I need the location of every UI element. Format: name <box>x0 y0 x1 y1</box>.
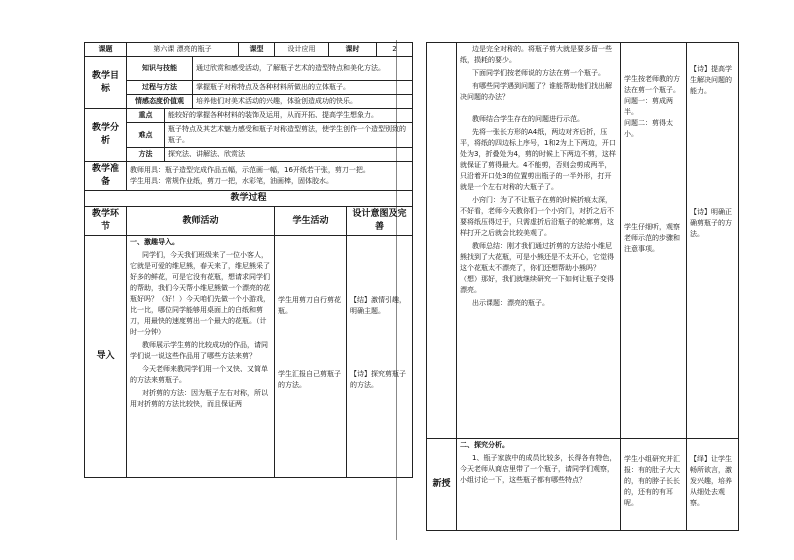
intro-paragraph: 同学们，今天我们班级来了一位小客人，它就是可爱的维尼熊，春天来了，维尼熊采了好多的鲜花，可是它没有花瓶，想请求同学们的帮助，我们今天帮小维尼熊做一个漂亮的花瓶好吗？（好！）今天咱们先做一个小游戏，比一比，哪位同学能够用桌面上的白纸和剪刀，用最快的速度剪出一个最大的花瓶。（计时一分钟） <box>130 251 270 336</box>
design-intent: 【诗】提高学生解决问题的能力。 <box>690 65 732 95</box>
design-intent: 【诗】明确正确剪瓶子的方法。 <box>690 208 732 238</box>
goal-key: 情感态度价值观 <box>127 95 193 109</box>
goal-key: 过程与方法 <box>127 81 193 95</box>
right-lesson-table <box>426 42 739 531</box>
intro-paragraph: 教师展示学生剪的比较成功的作品，请同学们说一说这些作品用了哪些方法来剪？ <box>130 341 268 360</box>
intro-paragraph: 今天老师来教同学们用一个又快、又简单的方法来剪瓶子。 <box>130 365 268 384</box>
analysis-key: 难点 <box>127 123 165 148</box>
col-student: 学生活动 <box>275 207 347 236</box>
student-activity: 学生按老师教的方法在剪一个瓶子。 <box>624 75 680 94</box>
teacher-paragraph: 下面同学们按老师说的方法在剪一个瓶子。 <box>472 69 605 77</box>
student-activity: 学生小组研究并汇报：有的肚子大大的，有的脖子长长的，还有的有耳呢。 <box>624 455 680 507</box>
goal-value: 掌握瓶子对称特点及各种材料所做出的立体瓶子。 <box>193 81 413 95</box>
prep-teacher: 教师用具：瓶子造型完成作品五幅，示范画一幅，16开纸若干张，剪刀一把。 <box>130 166 370 174</box>
analysis-key: 方法 <box>127 148 165 162</box>
prep-student: 学生用具：常规作业纸，剪刀一把，水彩笔，油画棒，固体胶水。 <box>130 177 333 185</box>
teacher-paragraph: 教师结合学生存在的问题进行示范。 <box>472 115 584 123</box>
student-activity: 学生汇报自己剪瓶子的方法。 <box>278 370 342 389</box>
intro-heading: 一、激趣导入。 <box>130 238 179 246</box>
hours-label: 课时 <box>329 43 377 57</box>
teacher-paragraph: 小窍门：为了不让瓶子在剪的时候折痕太深，不好看，老师今天教你们一个小窍门，对折之后不要将纸压得过于，只需虚折后沿瓶子的轮廓剪，这样打开之后就会比较美观了。 <box>460 196 614 237</box>
student-activity: 学生用剪刀自行剪花瓶。 <box>278 296 342 315</box>
design-intent: 【绎】让学生畅所欲言，激发兴趣，培养从细处去观察。 <box>690 455 732 507</box>
prep-label: 教学准备 <box>85 162 127 191</box>
student-activity: 学生仔细听，观察老师示范的步骤和注意事项。 <box>624 223 680 253</box>
explore-heading: 二、探究分析。 <box>460 441 509 449</box>
col-teacher: 教师活动 <box>127 207 275 236</box>
stage-intro: 导入 <box>85 236 127 478</box>
problem-one: 问题一：剪成两半。 <box>624 97 673 116</box>
teacher-paragraph: 有哪些同学遇到问题了？谁能帮助他们找出解决问题的办法？ <box>460 82 612 101</box>
analysis-value: 能较好的掌握各种材料的装饰及运用，从而开拓、提高学生想象力。 <box>165 109 413 123</box>
problem-two: 问题二：剪得太小。 <box>624 119 673 138</box>
teacher-paragraph: 边是完全对称的。将瓶子剪大就是要多留一些纸，损耗的要少。 <box>460 45 612 64</box>
goal-key: 知识与技能 <box>127 57 193 81</box>
design-intent: 【结】激情引趣，明确主题。 <box>350 296 407 315</box>
goal-value: 通过欣赏和感受活动，了解瓶子艺术的造型特点和美化方法。 <box>193 57 413 81</box>
type-label: 课型 <box>239 43 275 57</box>
process-title: 教学过程 <box>85 191 413 207</box>
stage-new: 新授 <box>427 439 457 531</box>
explore-text: 1、瓶子家族中的成员比较多，长得各有特色，今天老师从商店里带了一个瓶子，请同学们观察，小组讨论一下，这些瓶子都有哪些特点？ <box>460 454 617 484</box>
analysis-key: 重点 <box>127 109 165 123</box>
left-lesson-table <box>84 42 413 478</box>
teacher-paragraph: 教师总结：刚才我们通过折剪的方法给小维尼熊找到了大花瓶，可是小熊还是不太开心，它觉得这个花瓶太不漂亮了，你们还想帮助小熊吗？（想）那好，我们就继续研究一下如何让瓶子变得漂亮。 <box>460 242 614 294</box>
hours-value: 2 <box>377 43 413 57</box>
analysis-value: 探究法、讲解法、欣赏法 <box>165 148 413 162</box>
col-stage: 教学环节 <box>85 207 127 236</box>
goals-label: 教学目标 <box>85 57 127 109</box>
col-intent: 设计意图及完善 <box>347 207 413 236</box>
type-value: 设计应用 <box>275 43 329 57</box>
analysis-label: 教学分析 <box>85 109 127 162</box>
teacher-paragraph: 先将一张长方形的A4纸，两边对齐后折，压平，将纸的四边标上序号，1和2为上下两边，开口处为3，折叠处为4，剪的时候上下两边不剪，这样就保证了剪得最大。4不能剪，否则会剪成两半，只沿着开口处3的位置剪出瓶子的一半外形，打开就是一个左右对称的大瓶子了。 <box>460 128 616 191</box>
teacher-paragraph: 出示课题：漂亮的瓶子。 <box>472 299 549 307</box>
intro-paragraph: 对折剪的方法：因为瓶子左右对称，所以用对折剪的方法比较快，而且保证两 <box>130 389 268 408</box>
lesson-title: 第六课 漂亮的瓶子 <box>127 43 239 57</box>
title-label: 课题 <box>85 43 127 57</box>
goal-value: 培养他们对美术活动的兴趣，体验创造成功的快乐。 <box>193 95 413 109</box>
analysis-value: 瓶子特点及其艺术魅力感受和瓶子对称造型剪法，使学生创作一个造型别致的瓶子。 <box>165 123 413 148</box>
design-intent: 【诗】探究剪瓶子的方法。 <box>350 370 407 389</box>
